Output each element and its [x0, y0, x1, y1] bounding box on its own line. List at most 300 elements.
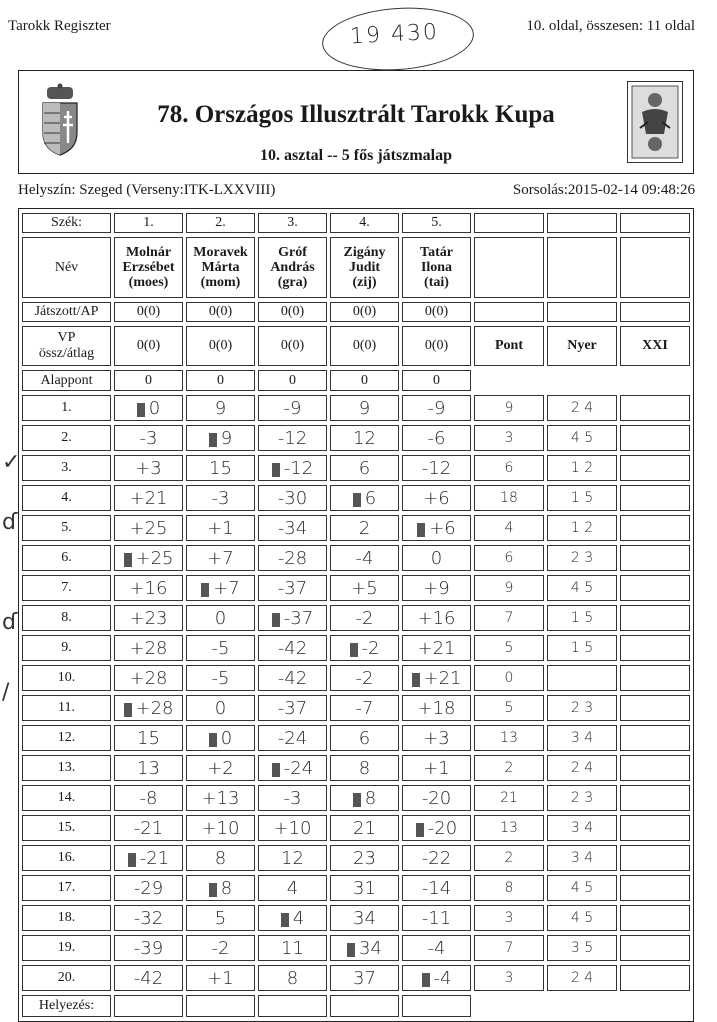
- played-value: 0(0): [114, 302, 183, 322]
- pont-value: 21: [474, 785, 544, 811]
- score-value: 31: [353, 877, 376, 899]
- round-row: [22, 395, 690, 421]
- score-cell: [258, 545, 327, 571]
- dealer-marker-icon: [412, 673, 420, 687]
- score-cell: [330, 605, 399, 631]
- round-row: [22, 935, 690, 961]
- seat-number: 1.: [114, 213, 183, 233]
- round-row: [22, 965, 690, 991]
- xxi-cell: [620, 515, 690, 541]
- score-value: +13: [201, 787, 240, 809]
- score-cell: [258, 485, 327, 511]
- margin-tick-mark: ɗ: [2, 610, 18, 635]
- dealer-marker-icon: [209, 733, 217, 747]
- nyer-value: 4 5: [547, 575, 617, 601]
- score-cell: [114, 875, 183, 901]
- score-cell: [330, 545, 399, 571]
- score-cell: [186, 455, 255, 481]
- score-value: 0: [214, 697, 227, 719]
- base-value: 0: [114, 370, 183, 391]
- score-cell: [402, 425, 471, 451]
- xxi-cell: [620, 695, 690, 721]
- score-cell: [186, 425, 255, 451]
- score-value: -4: [433, 967, 452, 989]
- vp-value: 0(0): [402, 326, 471, 366]
- seat-number: 5.: [402, 213, 471, 233]
- score-value: +3: [423, 727, 450, 749]
- score-value: +9: [423, 577, 450, 599]
- blank-cell: [474, 995, 544, 1017]
- score-cell: [114, 395, 183, 421]
- header-box: [18, 70, 694, 174]
- score-value: 8: [286, 967, 299, 989]
- placement-cell: [402, 995, 471, 1017]
- score-cell: [330, 755, 399, 781]
- round-row: [22, 515, 690, 541]
- score-value: -22: [421, 847, 452, 869]
- score-value: +23: [129, 607, 168, 629]
- nyer-value: 1 5: [547, 635, 617, 661]
- player-code: (zij): [352, 275, 377, 290]
- score-value: -20: [427, 817, 458, 839]
- score-value: +21: [417, 637, 456, 659]
- score-value: 15: [137, 727, 160, 749]
- main-title: 78. Országos Illusztrált Tarokk Kupa: [157, 101, 555, 128]
- placement-cell: [186, 995, 255, 1017]
- score-value: 12: [353, 427, 376, 449]
- score-cell: [402, 605, 471, 631]
- score-cell: [258, 665, 327, 691]
- base-label: Alappont: [22, 370, 111, 391]
- nyer-value: 2 4: [547, 755, 617, 781]
- score-cell: [114, 635, 183, 661]
- score-cell: [114, 485, 183, 511]
- score-cell: [258, 695, 327, 721]
- score-value: -2: [355, 607, 374, 629]
- nyer-value: 4 5: [547, 425, 617, 451]
- score-value: 6: [358, 727, 371, 749]
- score-value: -21: [139, 847, 170, 869]
- nyer-value: 1 5: [547, 485, 617, 511]
- placement-label: Helyezés:: [22, 995, 111, 1017]
- score-value: -8: [139, 787, 158, 809]
- score-cell: [114, 575, 183, 601]
- score-value: 37: [353, 967, 376, 989]
- seat-number: 2.: [186, 213, 255, 233]
- score-value: -37: [277, 577, 308, 599]
- score-cell: [330, 935, 399, 961]
- score-value: +25: [135, 547, 174, 569]
- pont-value: 7: [474, 605, 544, 631]
- score-cell: [330, 695, 399, 721]
- score-cell: [402, 695, 471, 721]
- empty-header-cell: [620, 237, 690, 298]
- score-cell: [402, 905, 471, 931]
- round-row: [22, 455, 690, 481]
- played-label: Játszott/AP: [22, 302, 111, 322]
- round-number: 6.: [22, 545, 111, 571]
- round-number: 17.: [22, 875, 111, 901]
- score-cell: [258, 425, 327, 451]
- player-first: Moravek: [193, 245, 248, 260]
- score-value: 6: [364, 487, 377, 509]
- dealer-marker-icon: [417, 523, 425, 537]
- seat-row: [22, 213, 690, 233]
- empty-header-cell: [547, 213, 617, 233]
- score-value: -4: [427, 937, 446, 959]
- score-value: 0: [148, 397, 161, 419]
- score-value: -37: [277, 697, 308, 719]
- sub-title: 10. asztal -- 5 fős játszmalap: [260, 147, 452, 164]
- score-value: +16: [129, 577, 168, 599]
- played-row: [22, 302, 690, 322]
- dealer-marker-icon: [416, 823, 424, 837]
- score-cell: [186, 485, 255, 511]
- nyer-value: 3 5: [547, 935, 617, 961]
- xxi-cell: [620, 665, 690, 691]
- score-cell: [114, 815, 183, 841]
- empty-header-cell: [474, 302, 544, 322]
- score-cell: [258, 725, 327, 751]
- score-cell: [258, 845, 327, 871]
- round-row: [22, 665, 690, 691]
- placement-row: [22, 995, 690, 1017]
- score-cell: [114, 545, 183, 571]
- venue: Helyszín: Szeged (Verseny:ITK-LXXVIII): [18, 182, 276, 198]
- dealer-marker-icon: [281, 913, 289, 927]
- played-value: 0(0): [186, 302, 255, 322]
- score-value: +5: [351, 577, 378, 599]
- round-number: 7.: [22, 575, 111, 601]
- pont-value: 9: [474, 395, 544, 421]
- score-value: -42: [277, 667, 308, 689]
- score-cell: [402, 545, 471, 571]
- score-cell: [330, 785, 399, 811]
- score-cell: [114, 665, 183, 691]
- xxi-cell: [620, 875, 690, 901]
- score-value: -4: [355, 547, 374, 569]
- xxi-cell: [620, 485, 690, 511]
- score-cell: [258, 455, 327, 481]
- xxi-cell: [620, 785, 690, 811]
- player-name-row: [22, 237, 690, 298]
- score-cell: [330, 425, 399, 451]
- score-cell: [402, 455, 471, 481]
- score-cell: [258, 905, 327, 931]
- nyer-value: 2 4: [547, 395, 617, 421]
- score-cell: [186, 575, 255, 601]
- round-number: 5.: [22, 515, 111, 541]
- score-cell: [330, 575, 399, 601]
- player-name: [186, 237, 255, 298]
- empty-header-cell: [547, 237, 617, 298]
- score-value: -9: [427, 397, 446, 419]
- score-value: -32: [133, 907, 164, 929]
- score-cell: [186, 935, 255, 961]
- dealer-marker-icon: [272, 613, 280, 627]
- nyer-value: 2 3: [547, 785, 617, 811]
- round-row: [22, 635, 690, 661]
- margin-tick-mark: /: [2, 680, 10, 705]
- score-cell: [258, 815, 327, 841]
- score-value: +28: [129, 637, 168, 659]
- score-value: -12: [421, 457, 452, 479]
- score-value: 11: [281, 937, 304, 959]
- player-first: Zigány: [343, 245, 386, 260]
- score-cell: [402, 785, 471, 811]
- player-code: (moes): [128, 275, 169, 290]
- score-cell: [330, 455, 399, 481]
- xxi-cell: [620, 635, 690, 661]
- pont-value: 2: [474, 755, 544, 781]
- score-value: 2: [358, 517, 371, 539]
- score-cell: [186, 695, 255, 721]
- dealer-marker-icon: [272, 463, 280, 477]
- score-value: -39: [133, 937, 164, 959]
- score-cell: [258, 755, 327, 781]
- score-cell: [258, 965, 327, 991]
- dealer-marker-icon: [209, 433, 217, 447]
- score-value: 0: [430, 547, 443, 569]
- round-row: [22, 785, 690, 811]
- round-number: 4.: [22, 485, 111, 511]
- score-value: +21: [129, 487, 168, 509]
- score-value: 23: [353, 847, 376, 869]
- score-value: 8: [214, 847, 227, 869]
- score-cell: [186, 395, 255, 421]
- player-name: [258, 237, 327, 298]
- vp-label: [22, 326, 111, 366]
- base-value: 0: [402, 370, 471, 391]
- score-cell: [330, 485, 399, 511]
- player-code: (gra): [277, 275, 308, 290]
- score-value: -12: [277, 427, 308, 449]
- name-label: Név: [22, 237, 111, 298]
- score-value: -12: [283, 457, 314, 479]
- app-name: Tarokk Regiszter: [8, 18, 111, 34]
- score-value: 0: [220, 727, 233, 749]
- score-value: -37: [283, 607, 314, 629]
- player-second: Márta: [201, 260, 240, 275]
- dealer-marker-icon: [209, 883, 217, 897]
- score-cell: [114, 965, 183, 991]
- vp-value: 0(0): [330, 326, 399, 366]
- player-name: [114, 237, 183, 298]
- score-value: 4: [292, 907, 305, 929]
- vp-value: 0(0): [258, 326, 327, 366]
- player-second: Judit: [348, 260, 381, 275]
- score-cell: [402, 755, 471, 781]
- round-number: 3.: [22, 455, 111, 481]
- score-table: [18, 208, 694, 1022]
- nyer-value: 1 2: [547, 515, 617, 541]
- score-value: -42: [133, 967, 164, 989]
- score-value: 34: [359, 937, 382, 959]
- score-cell: [114, 845, 183, 871]
- score-cell: [186, 875, 255, 901]
- round-row: [22, 575, 690, 601]
- blank-cell: [620, 370, 690, 391]
- round-number: 10.: [22, 665, 111, 691]
- score-value: +2: [207, 757, 234, 779]
- player-first: Molnár: [125, 245, 172, 260]
- score-cell: [258, 515, 327, 541]
- score-value: -3: [211, 487, 230, 509]
- score-cell: [186, 845, 255, 871]
- score-value: -29: [133, 877, 164, 899]
- played-value: 0(0): [258, 302, 327, 322]
- score-value: -6: [427, 427, 446, 449]
- extra-column-header: Pont: [474, 326, 544, 366]
- seat-number: 3.: [258, 213, 327, 233]
- pont-value: 6: [474, 455, 544, 481]
- score-cell: [114, 605, 183, 631]
- score-value: -11: [421, 907, 452, 929]
- score-cell: [330, 515, 399, 541]
- round-number: 16.: [22, 845, 111, 871]
- score-cell: [114, 455, 183, 481]
- score-cell: [186, 785, 255, 811]
- score-value: -5: [211, 667, 230, 689]
- blank-cell: [547, 995, 617, 1017]
- round-number: 1.: [22, 395, 111, 421]
- player-name: [402, 237, 471, 298]
- score-value: -3: [283, 787, 302, 809]
- score-value: -3: [139, 427, 158, 449]
- score-cell: [186, 635, 255, 661]
- player-second: András: [270, 260, 315, 275]
- score-cell: [330, 905, 399, 931]
- player-second: Ilona: [420, 260, 453, 275]
- score-cell: [258, 395, 327, 421]
- round-row: [22, 815, 690, 841]
- round-number: 11.: [22, 695, 111, 721]
- score-cell: [186, 515, 255, 541]
- vp-label-line: VP: [57, 330, 76, 345]
- nyer-value: 2 3: [547, 545, 617, 571]
- score-cell: [402, 485, 471, 511]
- score-value: 12: [281, 847, 304, 869]
- score-cell: [330, 845, 399, 871]
- dealer-marker-icon: [124, 703, 132, 717]
- score-value: +16: [417, 607, 456, 629]
- blank-cell: [474, 370, 544, 391]
- pont-value: 13: [474, 725, 544, 751]
- score-value: +28: [129, 667, 168, 689]
- score-cell: [402, 875, 471, 901]
- score-cell: [330, 965, 399, 991]
- score-value: -24: [277, 727, 308, 749]
- score-cell: [186, 965, 255, 991]
- score-cell: [186, 815, 255, 841]
- xxi-cell: [620, 845, 690, 871]
- tarot-card-icon: [627, 81, 683, 163]
- extra-column-header: XXI: [620, 326, 690, 366]
- score-cell: [114, 515, 183, 541]
- score-cell: [186, 725, 255, 751]
- score-value: 6: [358, 457, 371, 479]
- score-value: -21: [133, 817, 164, 839]
- placement-cell: [258, 995, 327, 1017]
- score-value: -28: [277, 547, 308, 569]
- score-value: -24: [283, 757, 314, 779]
- dealer-marker-icon: [350, 643, 358, 657]
- score-value: -2: [361, 637, 380, 659]
- xxi-cell: [620, 545, 690, 571]
- dealer-marker-icon: [124, 553, 132, 567]
- score-value: +3: [135, 457, 162, 479]
- score-value: +6: [429, 517, 456, 539]
- score-value: 13: [137, 757, 160, 779]
- round-row: [22, 725, 690, 751]
- xxi-cell: [620, 455, 690, 481]
- round-row: [22, 875, 690, 901]
- nyer-value: 3 4: [547, 725, 617, 751]
- score-value: -5: [211, 637, 230, 659]
- score-value: +1: [207, 967, 234, 989]
- pont-value: 13: [474, 815, 544, 841]
- pont-value: 3: [474, 905, 544, 931]
- placement-cell: [330, 995, 399, 1017]
- round-row: [22, 905, 690, 931]
- score-value: +7: [207, 547, 234, 569]
- dealer-marker-icon: [422, 973, 430, 987]
- xxi-cell: [620, 425, 690, 451]
- score-cell: [186, 755, 255, 781]
- round-number: 8.: [22, 605, 111, 631]
- score-cell: [114, 785, 183, 811]
- score-cell: [330, 635, 399, 661]
- nyer-value: 2 4: [547, 965, 617, 991]
- score-cell: [402, 725, 471, 751]
- nyer-value: [547, 665, 617, 691]
- score-value: 5: [214, 907, 227, 929]
- score-cell: [186, 905, 255, 931]
- score-value: 9: [220, 427, 233, 449]
- round-number: 12.: [22, 725, 111, 751]
- pont-value: 2: [474, 845, 544, 871]
- vp-value: 0(0): [186, 326, 255, 366]
- xxi-cell: [620, 395, 690, 421]
- score-value: +25: [129, 517, 168, 539]
- round-number: 14.: [22, 785, 111, 811]
- empty-header-cell: [474, 237, 544, 298]
- score-cell: [114, 755, 183, 781]
- xxi-cell: [620, 755, 690, 781]
- round-number: 20.: [22, 965, 111, 991]
- score-value: 4: [286, 877, 299, 899]
- nyer-value: 4 5: [547, 905, 617, 931]
- nyer-value: 1 2: [547, 455, 617, 481]
- nyer-value: 3 4: [547, 845, 617, 871]
- vp-row: [22, 326, 690, 366]
- empty-header-cell: [620, 213, 690, 233]
- score-cell: [114, 425, 183, 451]
- score-value: +21: [423, 667, 462, 689]
- pont-value: 0: [474, 665, 544, 691]
- nyer-value: 2 3: [547, 695, 617, 721]
- score-cell: [114, 725, 183, 751]
- margin-tick-mark: ✓: [2, 450, 21, 475]
- score-value: -42: [277, 637, 308, 659]
- empty-header-cell: [474, 213, 544, 233]
- dealer-marker-icon: [353, 793, 361, 807]
- round-row: [22, 605, 690, 631]
- dealer-marker-icon: [137, 403, 145, 417]
- xxi-cell: [620, 815, 690, 841]
- score-cell: [330, 665, 399, 691]
- score-value: +1: [423, 757, 450, 779]
